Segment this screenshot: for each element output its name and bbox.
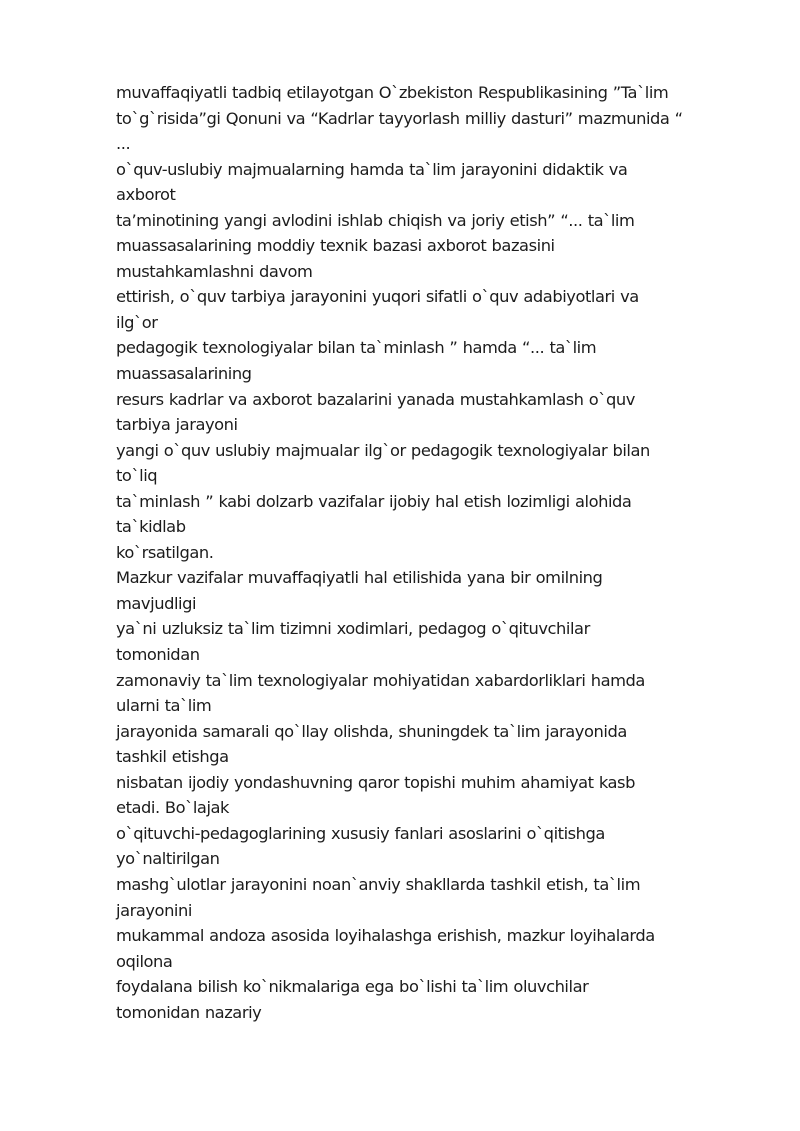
text-line: tomonidan nazariy (116, 1002, 262, 1022)
text-line: to`liq (116, 466, 158, 486)
text-line: jarayonini (116, 900, 192, 920)
text-line: yo`naltirilgan (116, 849, 220, 869)
text-line: muvaffaqiyatli tadbiq etilayotgan O`zbekiston Respublikasining ”Ta`lim (116, 83, 669, 102)
text-line: pedagogik texnologiyalar bilan ta`minlash ” hamda “... ta`lim (116, 338, 597, 358)
text-line: foydalana bilish ko`nikmalariga ega bo`lishi ta`lim oluvchilar (116, 977, 589, 997)
text-line: ularni ta`lim (116, 696, 212, 716)
text-line: muassasalarining (116, 364, 252, 384)
text-line: ta’minotining yangi avlodini ishlab chiqish va joriy etish” “... ta`lim (116, 210, 635, 230)
text-line: mavjudligi (116, 593, 197, 613)
text-line: o`qituvchi-pedagoglarining xususiy fanlari asoslarini o`qitishga (116, 823, 605, 843)
body-text (116, 80, 756, 1025)
text-line: ya`ni uzluksiz ta`lim tizimni xodimlari, pedagog o`qituvchilar (116, 619, 590, 639)
text-line: ... (116, 134, 131, 154)
text-line: ko`rsatilgan. (116, 542, 214, 562)
text-line: oqilona (116, 951, 173, 971)
text-line: tashkil etishga (116, 747, 229, 767)
text-line: resurs kadrlar va axborot bazalarini yanada mustahkamlash o`quv (116, 389, 635, 409)
text-line: jarayonida samarali qo`llay olishda, shuningdek ta`lim jarayonida (116, 721, 627, 741)
text-line: yangi o`quv uslubiy majmualar ilg`or pedagogik texnologiyalar bilan (116, 440, 650, 460)
text-line: etadi. Bo`lajak (116, 798, 230, 818)
text-line: ta`minlash ” kabi dolzarb vazifalar ijobiy hal etish lozimligi alohida (116, 491, 632, 511)
text-line: ettirish, o`quv tarbiya jarayonini yuqori sifatli o`quv adabiyotlari va (116, 287, 639, 307)
text-line: mustahkamlashni davom (116, 261, 313, 281)
text-line: tarbiya jarayoni (116, 415, 238, 435)
text-line: axborot (116, 185, 176, 205)
text-line: muassasalarining moddiy texnik bazasi axborot bazasini (116, 236, 555, 256)
text-line: ta`kidlab (116, 517, 186, 537)
text-line: tomonidan (116, 645, 200, 665)
text-line: zamonaviy ta`lim texnologiyalar mohiyatidan xabardorliklari hamda (116, 670, 645, 690)
text-line: mashg`ulotlar jarayonini noan`anviy shakllarda tashkil etish, ta`lim (116, 874, 641, 894)
text-line: o`quv-uslubiy majmualarning hamda ta`lim jarayonini didaktik va (116, 159, 628, 179)
text-line: ilg`or (116, 312, 158, 332)
text-line: to`g`risida”gi Qonuni va “Kadrlar tayyorlash milliy dasturi” mazmunida “ (116, 108, 683, 128)
text-line: Mazkur vazifalar muvaffaqiyatli hal etilishida yana bir omilning (116, 568, 603, 588)
text-line: nisbatan ijodiy yondashuvning qaror topishi muhim ahamiyat kasb (116, 772, 635, 792)
text-line: mukammal andoza asosida loyihalashga erishish, mazkur loyihalarda (116, 926, 655, 946)
